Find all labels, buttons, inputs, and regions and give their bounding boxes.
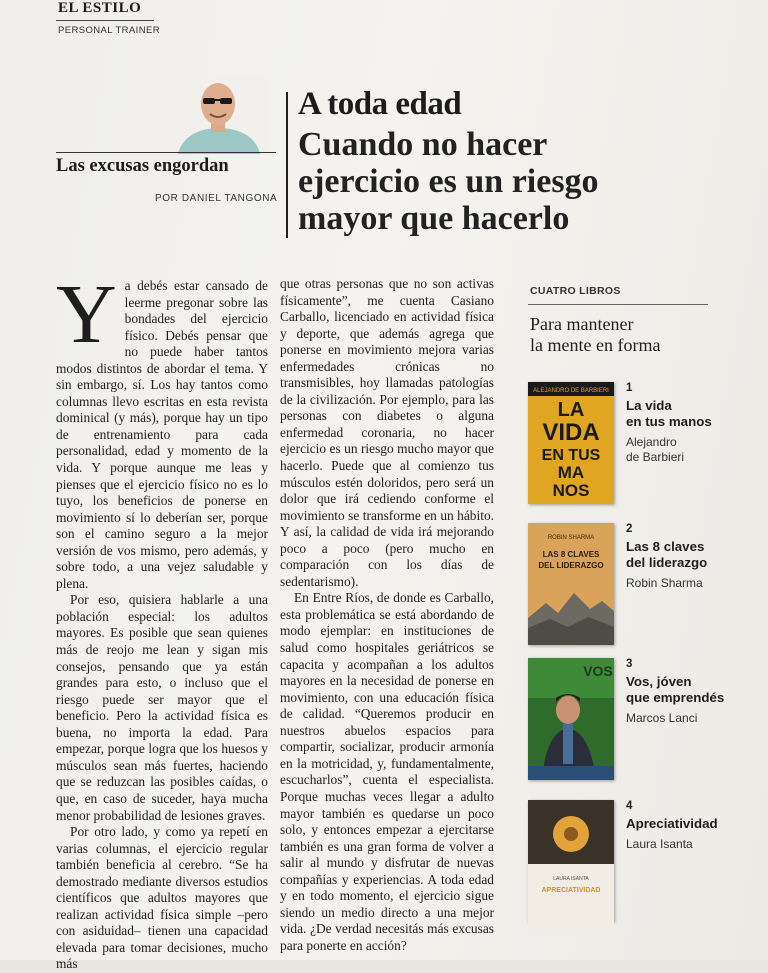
book-cover-art xyxy=(528,382,614,504)
book-title xyxy=(626,674,746,706)
cover-author: LAURA ISANTA xyxy=(553,876,589,882)
header-rule xyxy=(56,20,154,21)
paragraph: Por otro lado, y como ya repetí en varias columnas, el ejercicio regular también beneficia al cerebro. “Se ha demostrado mediante diversos estudios científicos que adultos mayores que realizan actividad física simple –pero con asiduidad– tienen una capacidad elevada para tomar decisiones, mucho más xyxy=(56,824,268,972)
cover-word: VOS xyxy=(583,663,613,679)
book-cover-art xyxy=(528,658,614,780)
book-cover xyxy=(528,658,614,780)
author-portrait xyxy=(170,78,268,154)
section-name: EL ESTILO xyxy=(58,0,142,16)
cover-author: ALEJANDRO DE BARBIERI xyxy=(533,388,609,394)
byline: POR DANIEL TANGONA xyxy=(155,193,278,204)
column-title: Las excusas engordan xyxy=(56,156,229,176)
cover-word: APRECIATIVIDAD xyxy=(541,887,601,894)
book-number: 2 xyxy=(626,523,633,535)
book-cover-art xyxy=(528,523,614,645)
book-title xyxy=(626,398,746,430)
sidebar-title-line: Para mantener xyxy=(530,314,634,334)
cover-word: DEL LIDERAZGO xyxy=(538,561,604,570)
sidebar-title-line: la mente en forma xyxy=(530,335,661,355)
book-title-line: que emprendés xyxy=(626,690,725,705)
book-info xyxy=(626,523,746,591)
book-cover xyxy=(528,523,614,645)
paragraph xyxy=(56,268,268,592)
cover-word: MA xyxy=(557,463,585,482)
book-author xyxy=(626,711,746,726)
cover-word: LA xyxy=(557,399,585,421)
column-rule xyxy=(56,152,276,153)
book-title-line: Apreciatividad xyxy=(626,816,718,831)
book-number: 1 xyxy=(626,382,633,394)
book-number: 4 xyxy=(626,800,633,812)
book-author xyxy=(626,576,746,591)
book-title-line: en tus manos xyxy=(626,414,712,429)
book-info xyxy=(626,800,746,852)
book-number: 3 xyxy=(626,658,633,670)
book-cover xyxy=(528,382,614,504)
subhead-line: ejercicio es un riesgo xyxy=(298,163,599,200)
book-title-line: Las 8 claves xyxy=(626,539,705,554)
book-title-line: La vida xyxy=(626,398,672,413)
subsection-name: PERSONAL TRAINER xyxy=(58,25,160,36)
book-author-line: Alejandro xyxy=(626,435,677,449)
book-title xyxy=(626,816,746,832)
book-author xyxy=(626,837,746,852)
drop-cap: Y xyxy=(56,268,117,361)
article-column-2 xyxy=(280,276,494,954)
subheadline xyxy=(298,126,738,237)
book-author xyxy=(626,435,746,465)
article-column-1 xyxy=(56,268,268,973)
book-author-line: Laura Isanta xyxy=(626,837,693,851)
book-cover xyxy=(528,800,614,922)
cover-word: LAS 8 CLAVES xyxy=(542,550,600,559)
paragraph-text: a debés estar cansado de leerme pregonar sobre las bondades del ejercicio físico. Debés pensar que no puede haber tantos modos distintos de abordar el tema. Y sin embargo, sí. Los hay tantos como columnas llevo escritas en esta revista dominical (y más), porque hay un tipo de entrenamiento para cada personalidad, edad y momento de la vida. Y porque aunque me leas y pienses que el ejercicio físico no es lo tuyo, los beneficios de ponerse en movimiento sí lo deberían ser, porque son el camino seguro a la mejor versión de vos mismo, pero además, y sobre todo, a una vejez saludable y plena. xyxy=(56,278,268,591)
book-info xyxy=(626,382,746,465)
book-cover-art xyxy=(528,800,614,930)
book-title xyxy=(626,539,746,571)
sidebar-label: CUATRO LIBROS xyxy=(530,285,621,297)
book-author-line: Robin Sharma xyxy=(626,576,703,590)
cover-word: EN TUS xyxy=(541,447,601,464)
cover-word: NOS xyxy=(552,481,590,500)
headline: A toda edad xyxy=(298,86,462,122)
paragraph: En Entre Ríos, de donde es Carballo, esta problemática se está abordando de modo ejemplar: en instituciones de salud como hospitales geriátricos se capacita y acompañan a los adultos mayores en la necesidad de ponerse en movimiento, con una educación física de calidad. “Queremos producir en nuestros abuelos espacios para compartir, socializar, producir armonía en la motricidad, y, fundamentalmente, escucharlos”, cuenta el especialista. Porque muchas veces llegar a adulto mayor también es quedarse un poco solo, y entonces empezar a ejercitarse también es una gran forma de volver a salir al mundo y disfrutar de nuevas compañías y experiencias. A toda edad y en todo momento, el ejercicio sigue siendo un medio directo a una mejor vida. ¿De verdad necesitás más excusas para ponerte en acción? xyxy=(280,590,494,953)
paragraph: que otras personas que no son activas físicamente”, me cuenta Casiano Carballo, licenciado en actividad física y deporte, que además agrega que ponerse en movimiento mejora varias enfermedades crónicas no transmisibles, hoy llamadas patologías de la civilización. Por ejemplo, para las personas con diabetes o alguna enfermedad coronaria, no hacer ejercicio es un riesgo mucho mayor que hacerlo. Puede que al comienzo tus músculos estén doloridos, pero será un dolor que irá cediendo conforme el movimiento se transforme en un hábito. Y así, la calidad de vida irá mejorando poco a poco (pero mucho en comparación con los días de sedentarismo). xyxy=(280,276,494,589)
paragraph: Por eso, quisiera hablarle a una población especial: los adultos mayores. Es posible que sean quienes más de reojo me lean y sigan mis consejos, pensando que ya están grandes para esto, o incluso que el riesgo puede ser mayor que el beneficio. Pero la actividad física es buena, no importa la edad. Para empezar, porque logra que los huesos y músculos sean más fuertes, haciendo que se reduzcan las posibles caídas, o que, en caso de suceder, haya mucha menor probabilidad de lesiones graves. xyxy=(56,592,268,823)
sidebar-rule xyxy=(528,304,708,305)
headline-divider xyxy=(286,92,288,238)
book-title-line: Vos, jóven xyxy=(626,674,692,689)
sidebar-title xyxy=(530,314,730,356)
subhead-line: Cuando no hacer xyxy=(298,126,548,163)
book-title-line: del liderazgo xyxy=(626,555,708,570)
book-author-line: Marcos Lanci xyxy=(626,711,698,725)
book-author-line: de Barbieri xyxy=(626,450,685,464)
subhead-line: mayor que hacerlo xyxy=(298,200,570,237)
book-info xyxy=(626,658,746,726)
cover-word: VIDA xyxy=(542,419,600,446)
cover-author: ROBIN SHARMA xyxy=(547,535,595,541)
